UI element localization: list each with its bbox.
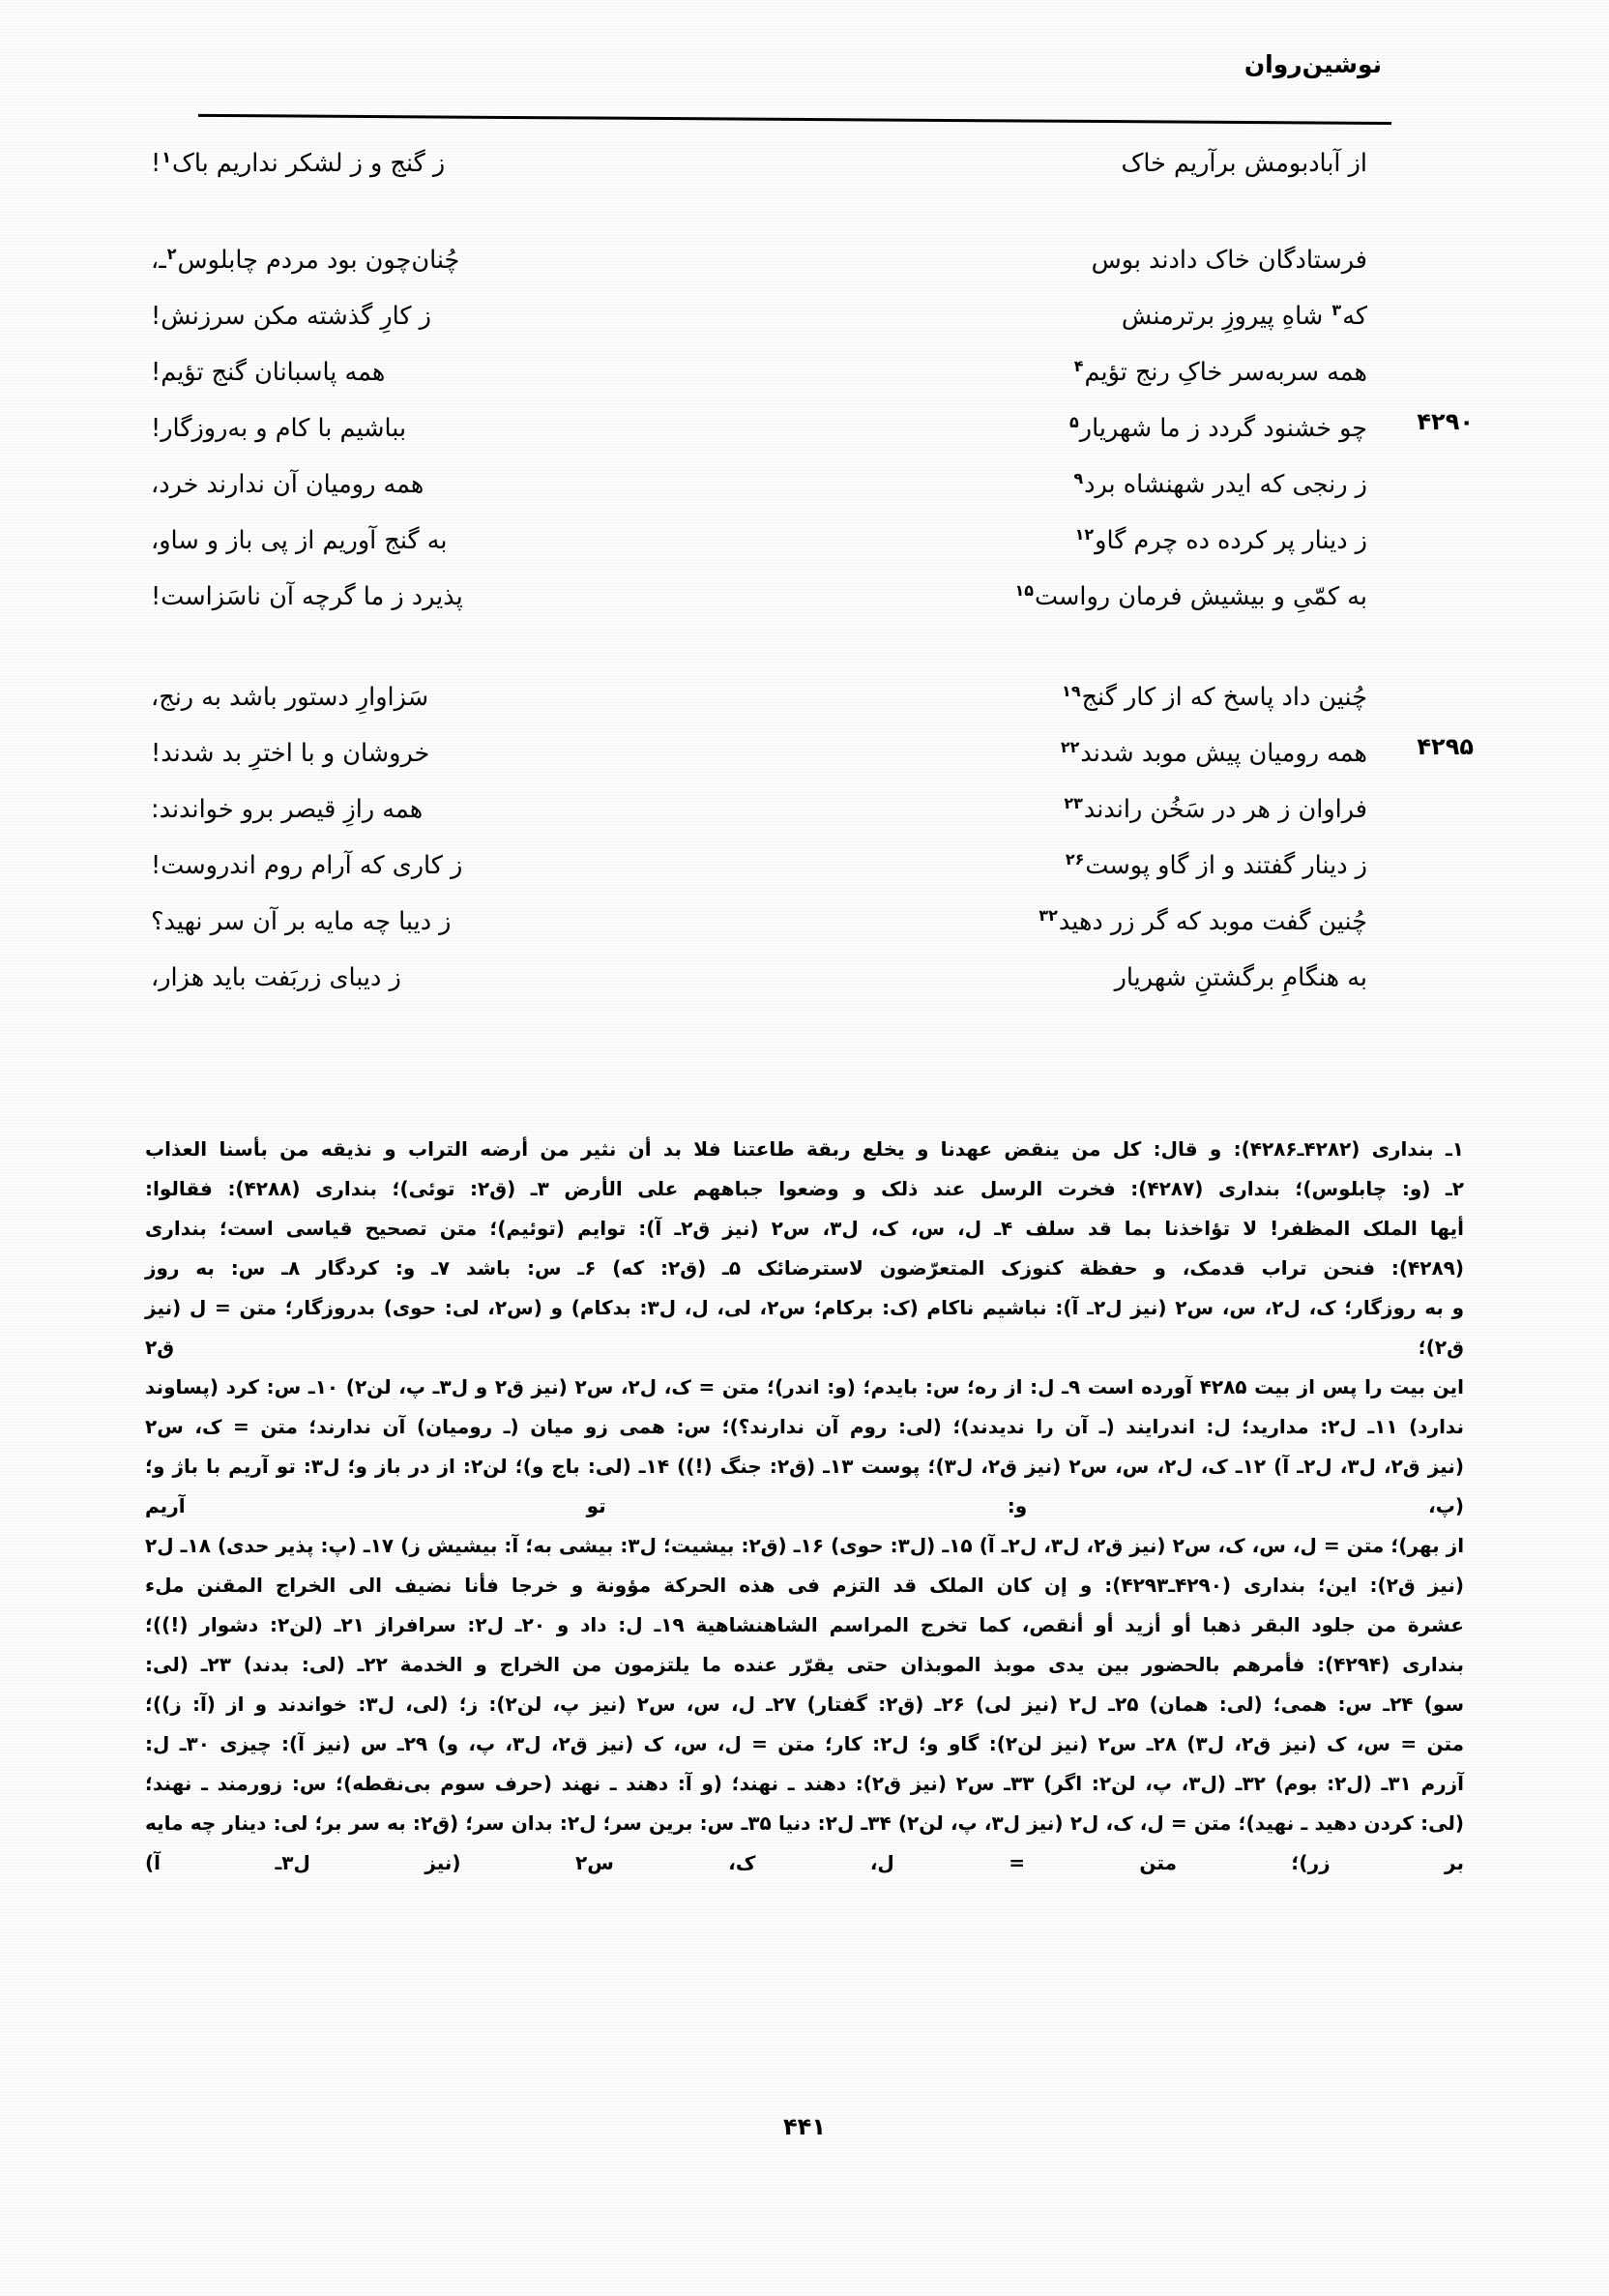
hemistich-right [778,513,1464,569]
hemistich-right [778,669,1464,725]
stanza-1 [145,135,1474,625]
hemistich-left [145,894,778,950]
verse-line [145,781,1464,838]
hemistich-right-text: فرستادگان خاک دادند بوس [1091,246,1367,275]
hemistich-right [778,838,1464,894]
footnote-marker: ۵ [1069,412,1079,431]
hemistich-left-text: همه پاسبانان گنج تؤیم! [151,358,386,387]
footnote-line: از بهر)؛ متن = ل، س، ک، س۲ (نیز ق۲، ل۳، ل۲ـ آ) ۱۵ـ (ل۳: حوی) ۱۶ـ (ق۲: بیشیت؛ ل۳: بیشی به؛ آ: بیشیش ز) ۱۷ـ (پ: پذیر حدی) ۱۸ـ ل۲ [145,1534,1465,1557]
verse-line [145,232,1464,288]
footnote-marker: ۱۹ [1062,681,1081,700]
hemistich-left-text: خروشان و با اخترِ بد شدند! [151,739,430,768]
verse-line [145,344,1464,400]
verse-line [145,400,1474,456]
hemistich-left [145,456,778,513]
verse-line [145,569,1464,625]
header-rule [198,114,1391,125]
verse-line [145,950,1464,1006]
verse-line [145,838,1464,894]
hemistich-right [778,950,1464,1006]
hemistich-right-text: به کمّیِ و بیشیش فرمان رواست [1034,582,1367,611]
verse-line [145,135,1464,191]
hemistich-right-text: ز دینار پر کرده ده چرم گاو [1095,526,1367,555]
hemistich-left-text: ز دیبا چه مایه بر آن سر نهید؟ [151,907,452,936]
footnote-line: (نیز ق۲): این؛ بنداری (۴۲۹۰ـ۴۲۹۳): و إن کان الملک قد التزم فی هذه الحرکة مؤونة و خرجا فأنا نضیف الی الخراج المقنن ملء [145,1574,1464,1597]
hemistich-left [145,669,778,725]
verse-line [145,456,1464,513]
verse-number: ۴۲۹۰ [1417,408,1474,435]
hemistich-right [778,569,1464,625]
hemistich-right-text: فراوان ز هر در سَخُن راندند [1083,795,1367,824]
footnote-line: أیها الملک المظفر! لا تؤاخذنا بما قد سلف ۴ـ ل، س، ک، ل۳، س۲ (نیز ق۲ـ آ): توایم (توئیم)؛ متن تصحیح قیاسی است؛ بنداری [145,1217,1464,1240]
hemistich-left-tail: ـ، [151,246,166,275]
hemistich-left [145,569,778,625]
verse-line [145,725,1474,781]
hemistich-right-text: چُنین داد پاسخ که از کار گنج [1081,683,1367,712]
hemistich-left [145,950,778,1006]
hemistich-right [778,781,1464,838]
hemistich-right [778,456,1464,513]
hemistich-left-text: بباشیم با کام و به‌روزگار! [151,414,407,443]
footnote-marker: ۱ [161,147,172,166]
verse-line [145,669,1464,725]
verse-area [145,135,1474,1012]
hemistich-left-text: سَزاوارِ دستور باشد به رنج، [151,683,429,712]
hemistich-left-text: ز گنج و ز لشکر نداریم باک [172,149,446,178]
hemistich-left-text: ز کاری که آرام روم اندروست! [151,851,463,880]
hemistich-right-text: همه سربه‌سر خاکِ رنج تؤیم [1084,358,1367,387]
hemistich-right [778,232,1464,288]
footnote-line: ۲ـ (و: چابلوس)؛ بنداری (۴۲۸۷): فخرت الرسل عند ذلک و وضعوا جباههم علی الأرض ۳ـ (ق۲: توئی)؛ بنداری (۴۲۸۸): فقالوا: [145,1177,1464,1200]
footnote-marker: ۱۵ [1014,580,1034,600]
hemistich-left-text: همه رومیان آن ندارند خرد، [151,470,424,499]
footnote-marker: ۲ [166,244,177,263]
footnote-marker: ۲۳ [1064,793,1083,812]
hemistich-right-text: ز دینار گفتند و از گاو پوست [1085,851,1367,880]
hemistich-left-tail: ! [151,149,161,178]
hemistich-right-text: از آبادبومش برآریم خاک [1121,149,1367,178]
footnote-marker: ۲۲ [1060,737,1080,756]
hemistich-left [145,838,778,894]
verse-number: ۴۲۹۵ [1417,733,1474,760]
footnote-line: بنداری (۴۲۹۴): فأمرهم بالحضور بین یدی موبذ الموبذان حتی یقرّر عنده ما یلتزمون من الخراج و الخدمة ۲۲ـ (لی: بدند) ۲۳ـ (لی: [145,1653,1465,1676]
footnote-line: ۱ـ بنداری (۴۲۸۲ـ۴۲۸۶): و قال: کل من ینقض عهدنا و یخلع ربقة طاعتنا فلا بد أن نثیر من أرضه التراب و نذیقه من بأسنا العذاب [145,1137,1464,1161]
footnote-line: عشرة من جلود البقر ذهبا أو أزید أو أنقص، کما تخرج المراسم الشاهنشاهیة ۱۹ـ ل: داد و ۲۰ـ ل۲: سرافراز ۲۱ـ (لن۲: دشوار (!))؛ [145,1613,1465,1636]
hemistich-left [145,725,778,781]
hemistich-right [778,288,1464,344]
hemistich-left [145,135,778,191]
hemistich-right [778,344,1464,400]
hemistich-left [145,781,778,838]
footnote-line: و به روزگار؛ ک، ل۲، س، س۲ (نیز ل۲ـ آ): نباشیم ناکام (ک: برکام؛ س۲، لی، ل، ل۳: بدکام) و (س۲، لی: حوی) بدروزگار؛ متن = ل (نیز ق۲)؛ ق۲ [145,1296,1465,1359]
hemistich-left-text: همه رازِ قیصر برو خواندند: [151,795,424,824]
footnote-line: (نیز ق۲، ل۳، ل۲ـ آ) ۱۲ـ ک، ل۲، س، س۲ (نیز ق۲، ل۳)؛ پوست ۱۳ـ (ق۲: جنگ (!)) ۱۴ـ (لی: باج و)؛ لن۲: از در باز و؛ ل۳: تو آریم با باژ و؛ (پ، و: تو آریم [145,1455,1464,1517]
hemistich-right [778,400,1464,456]
hemistich-left-text: به گنج آوریم از پی باز و ساو، [151,526,448,555]
hemistich-right [778,894,1464,950]
hemistich-left-text: پذیرد ز ما گرچه آن ناسَزاست! [151,582,463,611]
hemistich-left [145,400,778,456]
footnote-line: سو) ۲۴ـ س: همی؛ (لی: همان) ۲۵ـ ل۲ (نیز لی) ۲۶ـ (ق۲: گفتار) ۲۷ـ ل، س، س۲ (نیز پ، لن۲): ز؛ (لی، ل۳: خواندند و از (آ: ز))؛ [145,1693,1465,1716]
hemistich-left-text: ز دیبای زربَفت باید هزار، [151,963,401,992]
hemistich-right-text: ز رنجی که ایدر شهنشاه برد [1084,470,1367,499]
stanza-2 [145,669,1474,1006]
footnote-line: بر زر)؛ متن = ل، ک، س۲ (نیز ل۳ـ آ) [145,1851,1464,1874]
hemistich-right-text-2: شاهِ پیروزِ برترمنش [1121,302,1324,331]
verse-line [145,513,1464,569]
footnote-line: (لی: کردن دهید ـ نهید)؛ متن = ل، ک، ل۲ (نیز ل۳، پ، لن۲) ۳۴ـ ل۲: دنیا ۳۵ـ س: برین سر؛ ل۲: بدان سر؛ (ق۲: به سر بر؛ لی: دینار چه مایه [145,1811,1465,1835]
verse-line [145,894,1464,950]
hemistich-left [145,513,778,569]
hemistich-right [778,725,1464,781]
footnote-line: این بیت را پس از بیت ۴۲۸۵ آورده است ۹ـ ل: از ره؛ س: بایدم؛ (و: اندر)؛ متن = ک، ل۲، س۲ (نیز ق۲ و ل۳ـ پ، لن۲) ۱۰ـ س: کرد (پساوند [145,1375,1464,1398]
running-head [0,27,1609,104]
hemistich-right [778,135,1464,191]
verse-line [145,288,1464,344]
footnote-marker: ۲۶ [1065,849,1085,868]
footnote-marker: ۳۲ [1039,905,1058,925]
footnote-marker: ۱۲ [1074,524,1095,544]
footnote-line: ندارد) ۱۱ـ ل۲: مدارید؛ ل: اندرایند (ـ آن را ندیدند)؛ (لی: روم آن ندارند؟)؛ س: همی زو میان (ـ رومیان) آن ندارند؛ متن = ک، س۲ [145,1415,1464,1438]
footnote-block [145,1130,1464,1883]
hemistich-right-text: همه رومیان پیش موبد شدند [1080,739,1367,768]
footnote-marker: ۴ [1073,356,1084,375]
hemistich-right-text: چُنین گفت موبد که گر زر دهید [1058,907,1367,936]
hemistich-left-text: چُنان‌چون بود مردم چابلوس [177,246,460,275]
hemistich-right-text: به هنگامِ برگشتنِ شهریار [1114,963,1367,992]
footnote-line: متن = س، ک (نیز ق۲، ل۳) ۲۸ـ س۲ (نیز لن۲): گاو و؛ ل۲: کار؛ متن = ل، س، ک (نیز ق۲، ل۳، پ، و) ۲۹ـ س (نیز آ): چیزی ۳۰ـ ل: [145,1732,1465,1755]
hemistich-left [145,232,778,288]
footnote-line: (۴۲۸۹): فنحن تراب قدمک، و حفظة کنوزک المتعرّضون لاسترضائک ۵ـ (ق۲: که) ۶ـ س: باشد ۷ـ و: کردگار ۸ـ س: به روز [145,1256,1464,1280]
hemistich-left [145,288,778,344]
hemistich-right-text: که [1342,302,1367,331]
hemistich-left [145,344,778,400]
page-number: ۴۴۱ [783,2113,826,2140]
running-head-title: نوشین‌روان [1243,50,1382,78]
footnote-marker: ۹ [1073,468,1084,487]
footnote-line: آزرم ۳۱ـ (ل۲: بوم) ۳۲ـ (ل۳، پ، لن۲: اگر) ۳۳ـ س۲ (نیز ق۲): دهند ـ نهند؛ (و آ: دهند ـ نهند (حرف سوم بی‌نقطه)؛ س: زورمند ـ نهند؛ [145,1772,1464,1795]
hemistich-right-text: چو خشنود گردد ز ما شهریار [1079,414,1367,443]
hemistich-left-text: ز کارِ گذشته مکن سرزنش! [151,302,431,331]
footnote-marker: ۳ [1331,300,1342,319]
